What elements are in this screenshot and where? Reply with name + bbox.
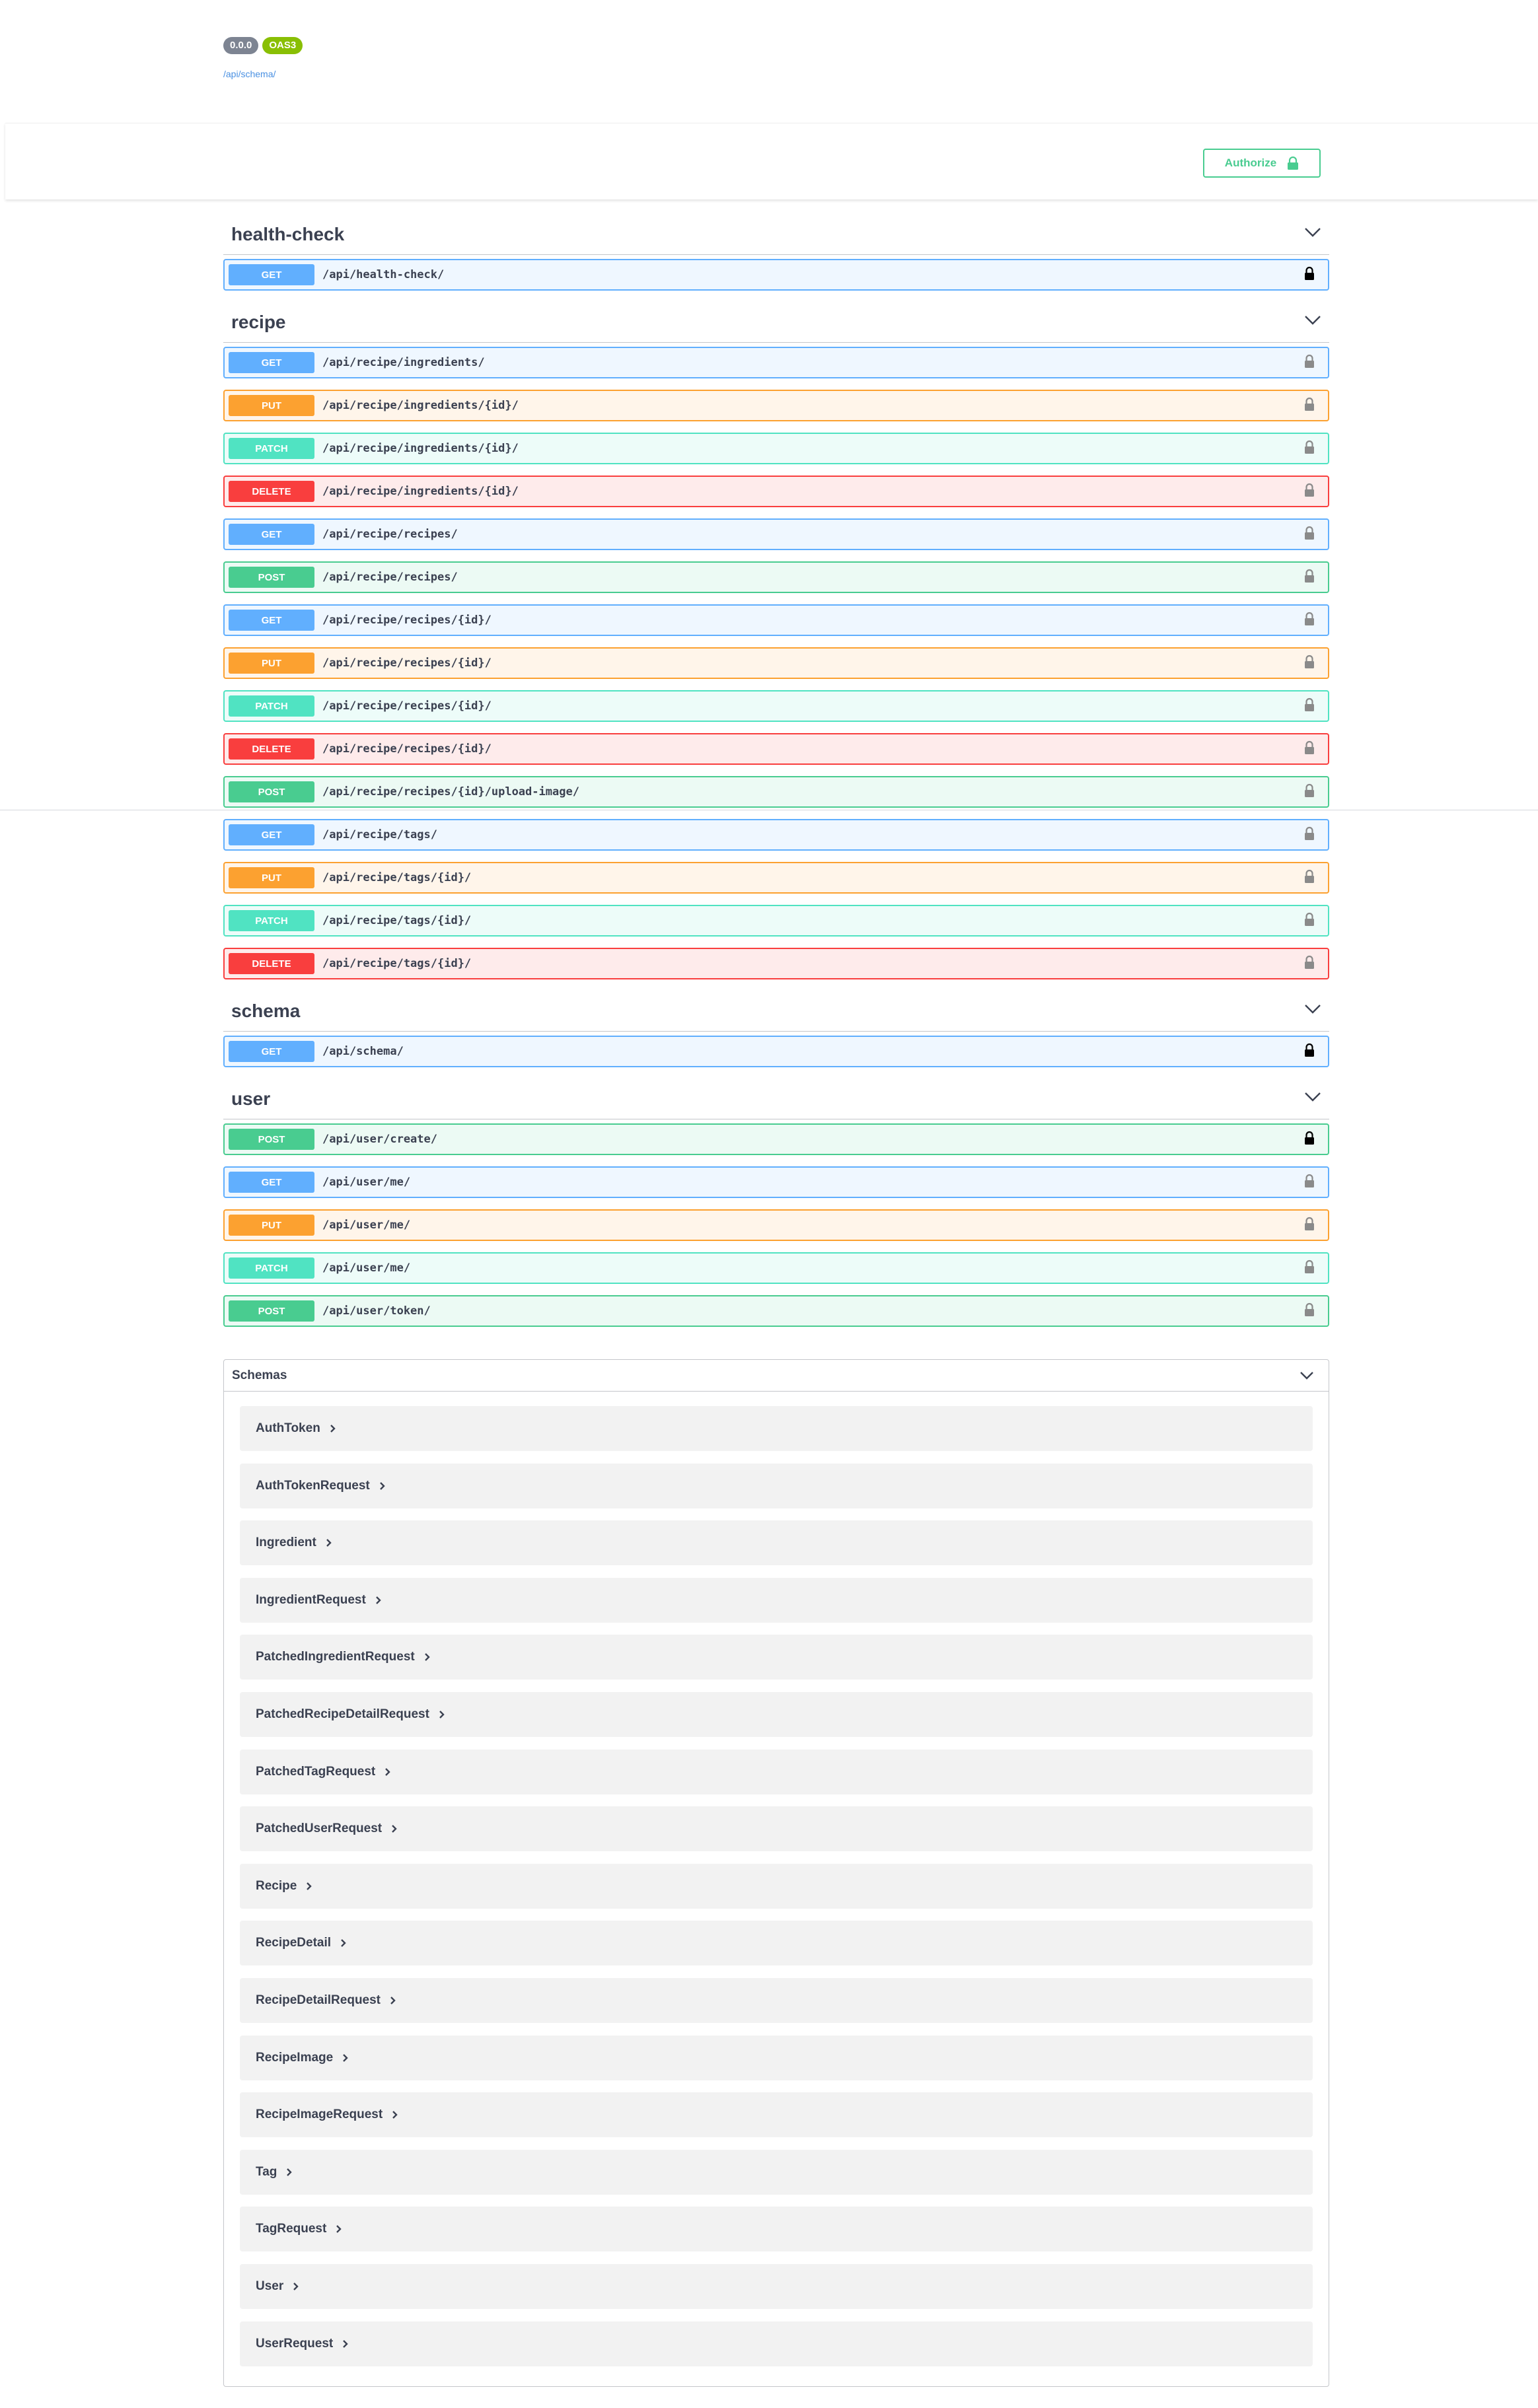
chevron-right-icon	[384, 1767, 391, 1777]
authorization-lock[interactable]	[1304, 1302, 1324, 1320]
schema-item[interactable]	[240, 1406, 1313, 1451]
operation-path: /api/recipe/recipes/	[322, 571, 458, 584]
schemas-header[interactable]	[224, 1360, 1329, 1392]
authorization-lock[interactable]	[1304, 1174, 1324, 1191]
method-badge-put: PUT	[229, 1215, 314, 1236]
tag-toggle[interactable]	[1304, 227, 1321, 241]
authorization-lock[interactable]	[1304, 869, 1324, 887]
lock-icon	[1287, 157, 1299, 170]
lock-icon	[1304, 697, 1315, 712]
authorization-lock[interactable]	[1304, 266, 1324, 284]
operation-path: /api/recipe/ingredients/{id}/	[322, 442, 519, 455]
authorization-lock[interactable]	[1304, 697, 1324, 715]
method-badge-delete: DELETE	[229, 738, 314, 760]
method-badge-patch: PATCH	[229, 1257, 314, 1279]
version-badges	[223, 37, 303, 54]
operation-path: /api/user/token/	[322, 1304, 431, 1318]
authorization-lock[interactable]	[1304, 397, 1324, 415]
operation-row[interactable]	[223, 1036, 1329, 1067]
schema-item[interactable]	[240, 1520, 1313, 1565]
authorization-lock[interactable]	[1304, 655, 1324, 672]
schema-name: PatchedIngredientRequest	[256, 1650, 415, 1664]
operation-row[interactable]	[223, 561, 1329, 593]
authorization-lock[interactable]	[1304, 1259, 1324, 1277]
authorization-lock[interactable]	[1304, 826, 1324, 844]
schema-name: RecipeDetail	[256, 1936, 332, 1950]
operation-row[interactable]	[223, 1123, 1329, 1155]
method-badge-get: GET	[229, 524, 314, 545]
lock-icon	[1304, 612, 1315, 626]
version-badge: 0.0.0	[223, 37, 258, 54]
scheme-container	[5, 123, 1538, 199]
chevron-right-icon	[379, 1481, 386, 1491]
operation-path: /api/recipe/ingredients/{id}/	[322, 485, 519, 498]
lock-closed-icon	[1304, 266, 1315, 281]
schema-item[interactable]	[240, 2150, 1313, 2195]
chevron-right-icon	[342, 2053, 349, 2063]
chevron-right-icon	[342, 2339, 349, 2349]
schema-name: AuthTokenRequest	[256, 1478, 370, 1493]
schema-item[interactable]	[240, 1921, 1313, 1965]
schemas-title: Schemas	[232, 1368, 287, 1382]
authorization-lock[interactable]	[1304, 569, 1324, 586]
operation-path: /api/user/me/	[322, 1219, 411, 1232]
lock-icon	[1304, 1174, 1315, 1188]
tag-header-schema[interactable]	[223, 991, 1329, 1032]
method-badge-put: PUT	[229, 395, 314, 416]
schema-name: Recipe	[256, 1878, 297, 1893]
lock-icon	[1304, 1259, 1315, 1274]
tag-title: schema	[231, 1000, 301, 1021]
operation-path: /api/recipe/recipes/{id}/	[322, 742, 492, 756]
authorization-lock[interactable]	[1304, 440, 1324, 458]
schema-name: RecipeImage	[256, 2050, 334, 2065]
operation-path: /api/recipe/ingredients/{id}/	[322, 399, 519, 412]
schema-name: UserRequest	[256, 2336, 334, 2351]
authorization-lock[interactable]	[1304, 612, 1324, 629]
schema-name: PatchedUserRequest	[256, 1822, 383, 1836]
schema-name: AuthToken	[256, 1421, 320, 1435]
schema-name: TagRequest	[256, 2222, 327, 2236]
operation-row[interactable]	[223, 433, 1329, 464]
schema-item[interactable]	[240, 1864, 1313, 1909]
method-badge-put: PUT	[229, 653, 314, 674]
tag-title: user	[231, 1088, 271, 1109]
method-badge-post: POST	[229, 781, 314, 802]
schema-url-link[interactable]: /api/schema/	[223, 69, 276, 79]
authorization-lock[interactable]	[1304, 1217, 1324, 1234]
tag-header-user[interactable]	[223, 1079, 1329, 1119]
operation-row[interactable]	[223, 1252, 1329, 1284]
schema-item[interactable]	[240, 2036, 1313, 2080]
tag-header-health-check[interactable]	[223, 214, 1329, 255]
schema-item[interactable]	[240, 1635, 1313, 1680]
authorization-lock[interactable]	[1304, 354, 1324, 372]
operation-path: /api/recipe/recipes/{id}/	[322, 656, 492, 670]
tag-group-user	[223, 1079, 1329, 1327]
operation-path: /api/recipe/recipes/	[322, 528, 458, 541]
tag-toggle[interactable]	[1304, 1092, 1321, 1106]
chevron-right-icon	[424, 1652, 431, 1662]
schema-item[interactable]	[240, 1464, 1313, 1508]
operation-path: /api/recipe/tags/{id}/	[322, 914, 472, 927]
operation-path: /api/recipe/tags/	[322, 828, 437, 841]
method-badge-patch: PATCH	[229, 910, 314, 931]
schema-item[interactable]	[240, 2264, 1313, 2309]
operation-path: /api/user/me/	[322, 1176, 411, 1189]
tag-toggle[interactable]	[1304, 1004, 1321, 1018]
authorization-lock[interactable]	[1304, 912, 1324, 930]
tag-title: health-check	[231, 223, 345, 244]
operation-row[interactable]	[223, 518, 1329, 550]
method-badge-delete: DELETE	[229, 953, 314, 974]
authorization-lock[interactable]	[1304, 783, 1324, 801]
schema-name: Tag	[256, 2164, 277, 2179]
operation-path: /api/recipe/recipes/{id}/	[322, 699, 492, 713]
chevron-right-icon	[439, 1710, 445, 1719]
lock-closed-icon	[1304, 1131, 1315, 1145]
chevron-right-icon	[340, 1938, 347, 1948]
method-badge-get: GET	[229, 610, 314, 631]
chevron-down-icon	[1304, 1092, 1321, 1102]
chevron-down-icon	[1304, 315, 1321, 326]
operation-path: /api/recipe/tags/{id}/	[322, 871, 472, 884]
operation-row[interactable]	[223, 948, 1329, 979]
method-badge-get: GET	[229, 352, 314, 373]
lock-icon	[1304, 912, 1315, 927]
authorization-lock[interactable]	[1304, 483, 1324, 501]
lock-icon	[1304, 955, 1315, 970]
operation-path: /api/recipe/ingredients/	[322, 356, 485, 369]
tag-title: recipe	[231, 311, 286, 332]
chevron-right-icon	[391, 1824, 398, 1833]
schema-name: PatchedTagRequest	[256, 1764, 376, 1779]
schema-name: User	[256, 2279, 284, 2293]
method-badge-get: GET	[229, 1172, 314, 1193]
operation-row[interactable]	[223, 347, 1329, 378]
lock-icon	[1304, 826, 1315, 841]
lock-icon	[1304, 569, 1315, 583]
lock-icon	[1304, 1217, 1315, 1231]
method-badge-post: POST	[229, 567, 314, 588]
operation-row[interactable]	[223, 1166, 1329, 1198]
method-badge-patch: PATCH	[229, 438, 314, 459]
operation-path: /api/recipe/tags/{id}/	[322, 957, 472, 970]
method-badge-post: POST	[229, 1129, 314, 1150]
schema-name: RecipeDetailRequest	[256, 1993, 381, 2007]
operation-row[interactable]	[223, 862, 1329, 894]
tag-group-schema	[223, 991, 1329, 1067]
schema-name: Ingredient	[256, 1536, 316, 1550]
chevron-right-icon	[306, 1882, 312, 1891]
operation-path: /api/recipe/recipes/{id}/	[322, 614, 492, 627]
lock-icon	[1304, 740, 1315, 755]
authorization-lock[interactable]	[1304, 526, 1324, 544]
chevron-right-icon	[326, 1538, 332, 1547]
method-badge-patch: PATCH	[229, 695, 314, 717]
operation-row[interactable]	[223, 604, 1329, 636]
schema-list	[224, 1392, 1329, 2366]
chevron-right-icon	[375, 1596, 382, 1605]
chevron-right-icon	[390, 1996, 396, 2005]
authorization-lock[interactable]	[1304, 955, 1324, 973]
operation-path: /api/schema/	[322, 1045, 404, 1058]
method-badge-get: GET	[229, 1041, 314, 1062]
operation-row[interactable]	[223, 390, 1329, 421]
chevron-right-icon	[392, 2110, 398, 2119]
chevron-down-icon	[1300, 1371, 1314, 1380]
tag-group-recipe	[223, 302, 1329, 979]
schema-name: IngredientRequest	[256, 1592, 366, 1607]
schema-name: PatchedRecipeDetailRequest	[256, 1707, 429, 1721]
chevron-right-icon	[286, 2168, 293, 2177]
lock-icon	[1304, 397, 1315, 411]
oas-badge: OAS3	[262, 37, 303, 54]
chevron-down-icon	[1304, 227, 1321, 238]
method-badge-get: GET	[229, 264, 314, 285]
operation-row[interactable]	[223, 733, 1329, 765]
operation-row[interactable]	[223, 776, 1329, 808]
operation-row[interactable]	[223, 819, 1329, 851]
operations-list	[223, 214, 1329, 1338]
operation-row[interactable]	[223, 647, 1329, 679]
operation-path: /api/recipe/recipes/{id}/upload-image/	[322, 785, 579, 798]
lock-icon	[1304, 440, 1315, 454]
method-badge-put: PUT	[229, 867, 314, 888]
schema-item[interactable]	[240, 2321, 1313, 2366]
authorize-label: Authorize	[1224, 157, 1277, 169]
method-badge-get: GET	[229, 824, 314, 845]
schema-name: RecipeImageRequest	[256, 2107, 383, 2122]
schema-item[interactable]	[240, 2207, 1313, 2251]
lock-icon	[1304, 655, 1315, 669]
lock-closed-icon	[1304, 1043, 1315, 1057]
lock-icon	[1304, 354, 1315, 369]
operation-path: /api/health-check/	[322, 268, 445, 281]
method-badge-delete: DELETE	[229, 481, 314, 502]
operation-row[interactable]	[223, 1295, 1329, 1327]
authorization-lock[interactable]	[1304, 1043, 1324, 1061]
authorization-lock[interactable]	[1304, 1131, 1324, 1149]
schema-item[interactable]	[240, 1578, 1313, 1623]
lock-icon	[1304, 869, 1315, 884]
chevron-right-icon	[293, 2282, 299, 2291]
schemas-section	[223, 1359, 1329, 2387]
operation-path: /api/user/me/	[322, 1261, 411, 1275]
schema-item[interactable]	[240, 1750, 1313, 1794]
lock-icon	[1304, 783, 1315, 798]
operation-row[interactable]	[223, 690, 1329, 722]
chevron-down-icon	[1304, 1004, 1321, 1014]
authorization-lock[interactable]	[1304, 740, 1324, 758]
operation-path: /api/user/create/	[322, 1133, 437, 1146]
api-info	[223, 37, 303, 79]
schema-item[interactable]	[240, 1692, 1313, 1737]
tag-group-health-check	[223, 214, 1329, 291]
lock-icon	[1304, 1302, 1315, 1317]
chevron-right-icon	[336, 2224, 342, 2234]
tag-header-recipe[interactable]	[223, 302, 1329, 343]
lock-icon	[1304, 526, 1315, 540]
operation-row[interactable]	[223, 1209, 1329, 1241]
operation-row[interactable]	[223, 259, 1329, 291]
lock-icon	[1304, 483, 1315, 497]
tag-toggle[interactable]	[1304, 315, 1321, 329]
schema-item[interactable]	[240, 1978, 1313, 2023]
schema-item[interactable]	[240, 1806, 1313, 1851]
method-badge-post: POST	[229, 1300, 314, 1322]
chevron-right-icon	[330, 1424, 336, 1433]
operation-row[interactable]	[223, 905, 1329, 937]
operation-row[interactable]	[223, 476, 1329, 507]
schema-item[interactable]	[240, 2092, 1313, 2137]
authorize-button[interactable]	[1203, 149, 1321, 178]
